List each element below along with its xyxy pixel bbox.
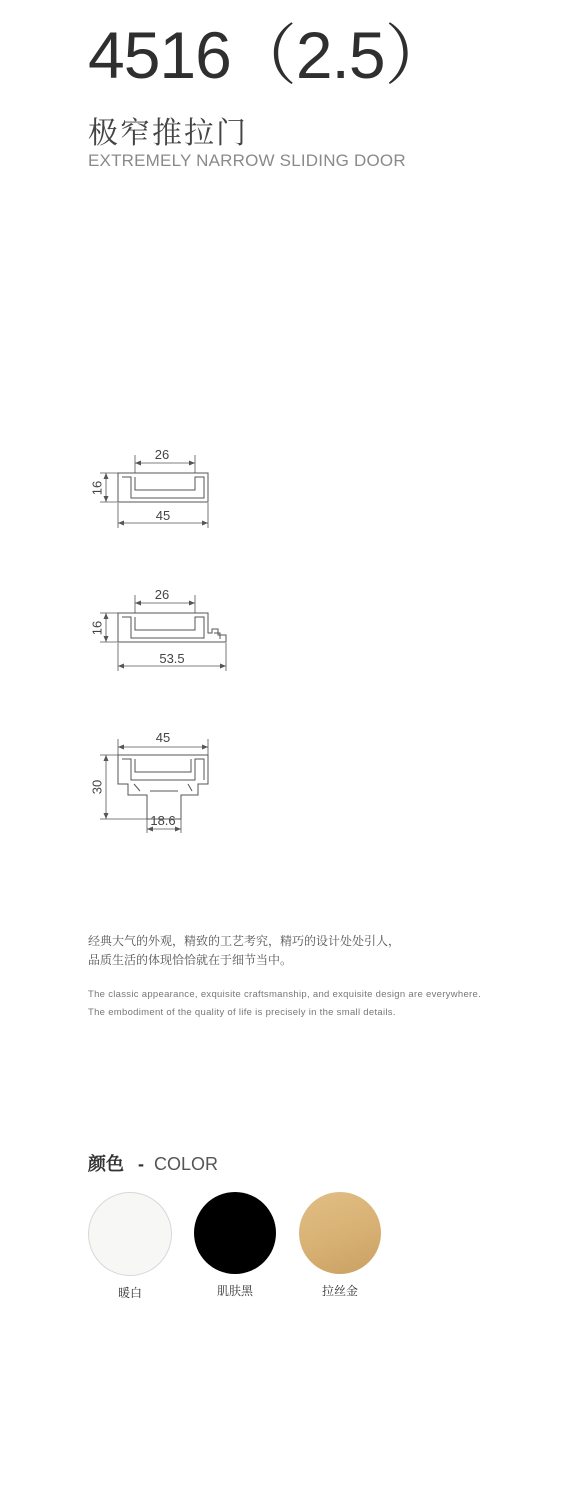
dimension-height: 30 (89, 779, 105, 795)
dimension-top: 26 (154, 447, 170, 462)
dimension-top: 45 (155, 730, 171, 745)
color-swatch-circle[interactable] (88, 1192, 172, 1276)
description-en: The classic appearance, exquisite craftsmanship, and exquisite design are everywhere. The embodiment of the quality of life is precisely in the small details. (88, 989, 482, 1018)
color-swatch-warm-white[interactable] (88, 1192, 172, 1301)
profile-outline (118, 755, 208, 819)
description-cn (88, 932, 508, 970)
color-title-separator: - (138, 1154, 144, 1174)
color-swatch-circle[interactable] (194, 1192, 276, 1274)
model-number: 4516（2.5） (88, 18, 450, 92)
profile-outline (118, 613, 226, 642)
color-title-cn: 颜色 (88, 1154, 124, 1174)
dimension-bottom: 53.5 (159, 651, 185, 666)
dimension-bottom: 45 (155, 508, 171, 523)
color-swatch-label: 暖白 (117, 1286, 142, 1300)
product-title-en: EXTREMELY NARROW SLIDING DOOR (88, 151, 406, 170)
dimension-bottom: 18.6 (150, 813, 176, 828)
profile-drawing-3 (84, 727, 224, 837)
color-swatch-circle[interactable] (299, 1192, 381, 1274)
color-swatch-brushed-gold[interactable] (298, 1192, 382, 1299)
color-swatch-label: 拉丝金 (321, 1284, 358, 1298)
profile-drawing-1 (84, 445, 224, 535)
description-cn-line2: 品质生活的体现恰恰就在于细节当中。 (88, 953, 293, 967)
dimension-top: 26 (154, 587, 170, 602)
color-section-title (88, 1150, 218, 1176)
profile-outline (118, 473, 208, 502)
profile-drawing-2 (84, 585, 244, 675)
dimension-height: 16 (89, 480, 105, 496)
dimension-lines (100, 455, 208, 528)
description-cn-line1: 经典大气的外观，精致的工艺考究，精巧的设计处处引人， (88, 934, 401, 948)
color-swatch-black[interactable] (193, 1192, 277, 1299)
color-title-en: COLOR (154, 1154, 219, 1174)
product-title-cn: 极窄推拉门 (88, 117, 248, 150)
dimension-height: 16 (89, 620, 105, 636)
color-swatch-label: 肌肤黑 (216, 1284, 253, 1298)
